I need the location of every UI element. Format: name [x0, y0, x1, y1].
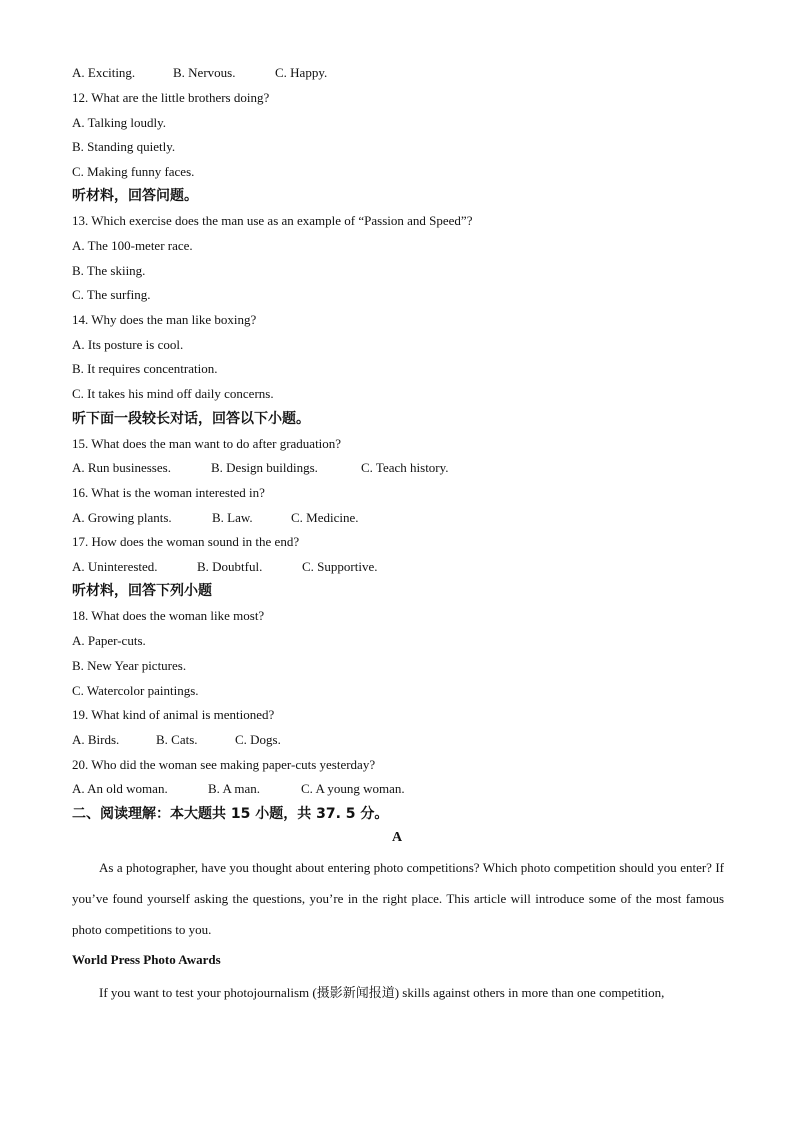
- q16-question: 16. What is the woman interested in?: [72, 485, 265, 500]
- q17-question: 17. How does the woman sound in the end?: [72, 534, 300, 549]
- q12-question: 12. What are the little brothers doing?: [72, 90, 270, 105]
- q18-option-c: C. Watercolor paintings.: [72, 683, 199, 698]
- q15-option-c: C. Teach history.: [361, 460, 449, 475]
- q13-option-a: A. The 100-meter race.: [72, 238, 193, 253]
- q14-option-a: A. Its posture is cool.: [72, 337, 184, 352]
- section-2-heading: 二、阅读理解：本大题共 15 小题，共 37. 5 分。: [72, 806, 389, 822]
- q13-option-b: B. The skiing.: [72, 263, 146, 278]
- q17-option-b: B. Doubtful.: [197, 559, 263, 574]
- q14-option-b: B. It requires concentration.: [72, 361, 218, 376]
- q11-options: [72, 65, 327, 81]
- q16-option-c: C. Medicine.: [291, 510, 359, 525]
- instruction-1: 听材料，回答问题。: [72, 188, 198, 204]
- q19-options: [72, 732, 281, 748]
- instruction-3: 听材料，回答下列小题: [72, 583, 212, 599]
- q12-option-c: C. Making funny faces.: [72, 164, 195, 179]
- q11-option-a: A. Exciting.: [72, 65, 136, 80]
- q11-option-b: B. Nervous.: [173, 65, 236, 80]
- q16-option-b: B. Law.: [212, 510, 253, 525]
- q18-question: 18. What does the woman like most?: [72, 608, 265, 623]
- q14-option-c: C. It takes his mind off daily concerns.: [72, 386, 274, 401]
- q14-question: 14. Why does the man like boxing?: [72, 312, 257, 327]
- q15-options: [72, 460, 449, 476]
- q17-options: [72, 559, 377, 575]
- q17-option-c: C. Supportive.: [302, 559, 378, 574]
- q16-options: [72, 510, 359, 526]
- q20-question: 20. Who did the woman see making paper-cuts yesterday?: [72, 757, 376, 772]
- q12-option-a: A. Talking loudly.: [72, 115, 167, 130]
- q20-option-c: C. A young woman.: [301, 781, 405, 796]
- world-press-photo-paragraph: If you want to test your photojournalism (摄影新闻报道) skills against others in more than one competition,: [99, 985, 665, 1000]
- q19-option-b: B. Cats.: [156, 732, 198, 747]
- q18-option-a: A. Paper-cuts.: [72, 633, 146, 648]
- q20-option-a: A. An old woman.: [72, 781, 168, 796]
- q20-option-b: B. A man.: [208, 781, 261, 796]
- q17-option-a: A. Uninterested.: [72, 559, 158, 574]
- q16-option-a: A. Growing plants.: [72, 510, 172, 525]
- q11-option-c: C. Happy.: [275, 65, 328, 80]
- q12-option-b: B. Standing quietly.: [72, 139, 176, 154]
- passage-intro-paragraph: As a photographer, have you thought about entering photo competitions? Which photo competition should you enter? If you’ve found yourself asking the questions, you’re in the right place. This article will introduce some of the most famous photo competitions to you.: [72, 860, 724, 937]
- world-press-photo-heading: World Press Photo Awards: [72, 952, 221, 967]
- q15-option-b: B. Design buildings.: [211, 460, 318, 475]
- q20-options: [72, 781, 405, 797]
- q15-question: 15. What does the man want to do after graduation?: [72, 436, 342, 451]
- q19-question: 19. What kind of animal is mentioned?: [72, 707, 275, 722]
- passage-label: A: [391, 830, 403, 845]
- q13-question: 13. Which exercise does the man use as an example of “Passion and Speed”?: [72, 213, 473, 228]
- instruction-2: 听下面一段较长对话，回答以下小题。: [72, 411, 310, 427]
- q13-option-c: C. The surfing.: [72, 287, 151, 302]
- q15-option-a: A. Run businesses.: [72, 460, 171, 475]
- q18-option-b: B. New Year pictures.: [72, 658, 187, 673]
- q19-option-a: A. Birds.: [72, 732, 120, 747]
- q19-option-c: C. Dogs.: [235, 732, 281, 747]
